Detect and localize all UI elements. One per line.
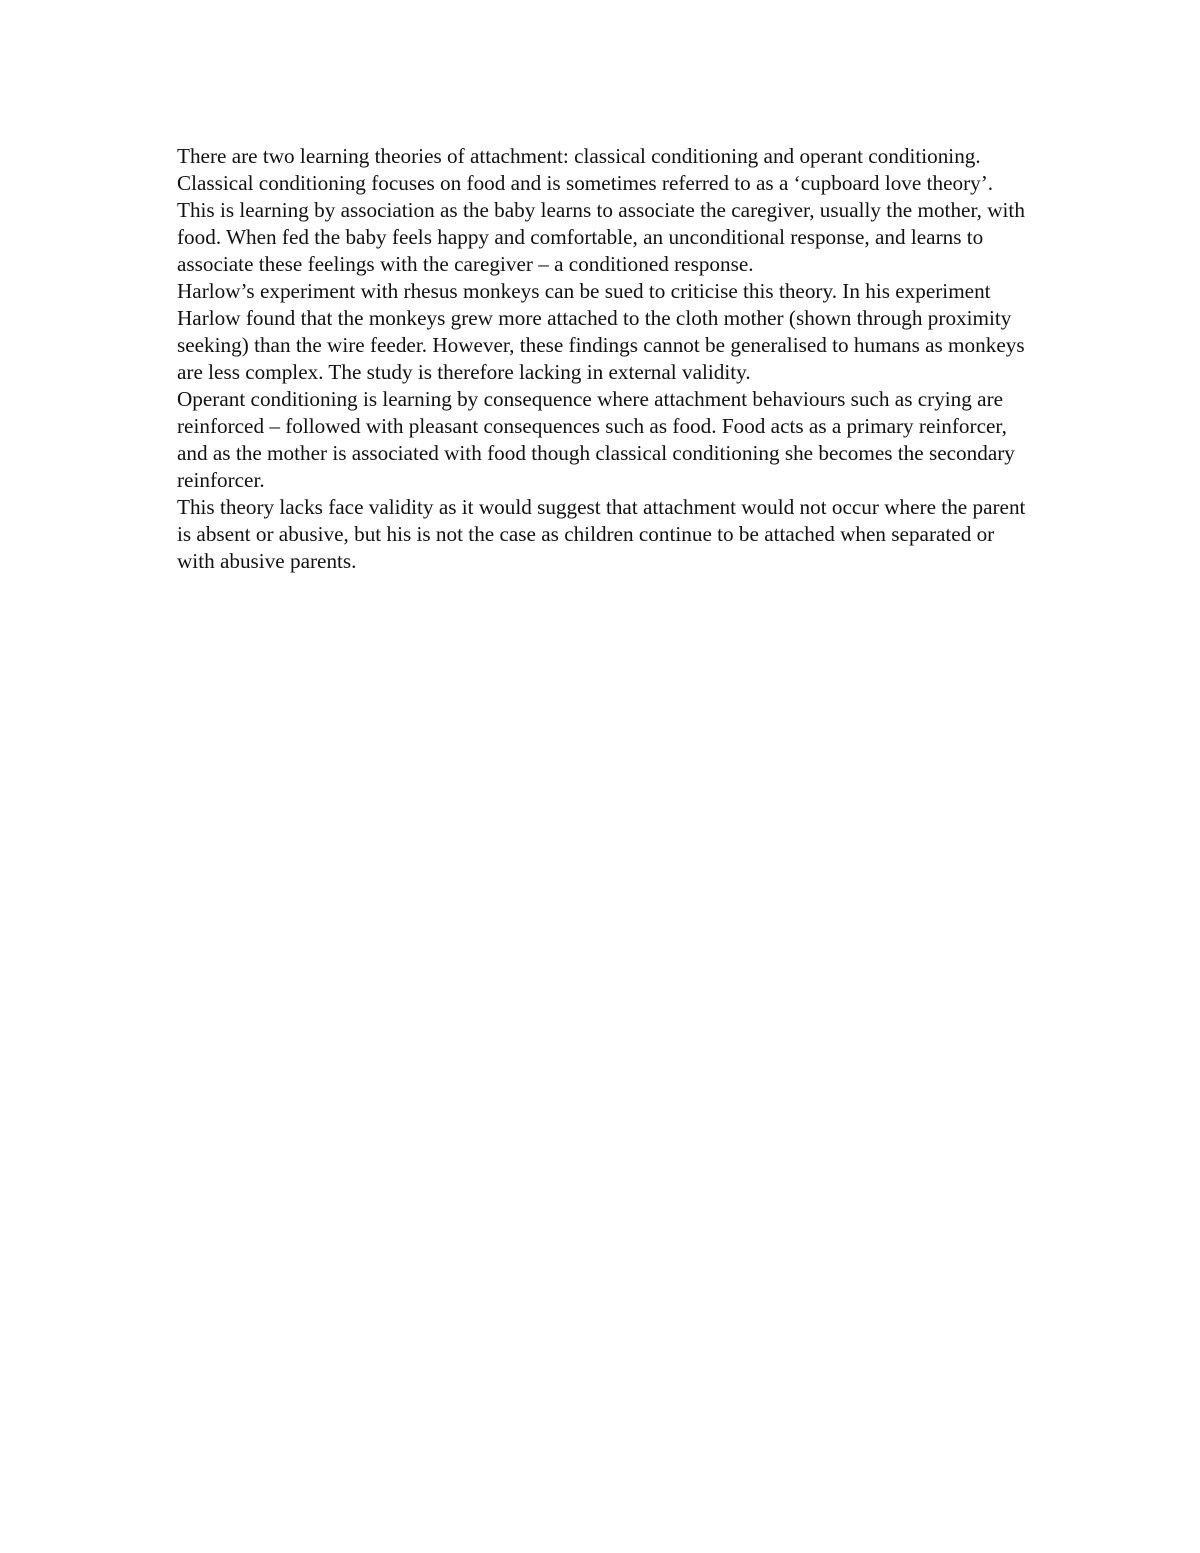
paragraph-harlow-experiment: Harlow’s experiment with rhesus monkeys can be sued to criticise this theory. In his experiment Harlow found that the monkeys grew more attached to the cloth mother (shown through proximity seeking) than the wire feeder. However, these findings cannot be generalised to humans as monkeys are less complex. The study is therefore lacking in external validity. — [177, 279, 1025, 384]
paragraph-classical-conditioning: Classical conditioning focuses on food and is sometimes referred to as a ‘cupboard love theory’. This is learning by association as the baby learns to associate the caregiver, usually the mother, with food. When fed the baby feels happy and comfortable, an unconditional response, and learns to associate these feelings with the caregiver – a conditioned response. — [177, 171, 1025, 276]
paragraph-operant-conditioning: Operant conditioning is learning by consequence where attachment behaviours such as crying are reinforced – followed with pleasant consequences such as food. Food acts as a primary reinforcer, and as the mother is associated with food though classical conditioning she becomes the secondary reinforcer. — [177, 387, 1015, 492]
paragraph-face-validity: This theory lacks face validity as it would suggest that attachment would not occur where the parent is absent or abusive, but his is not the case as children continue to be attached when separated or with abusive parents. — [177, 495, 1026, 573]
paragraph-intro: There are two learning theories of attachment: classical conditioning and operant conditioning. — [177, 144, 981, 168]
body-text — [177, 143, 1027, 575]
